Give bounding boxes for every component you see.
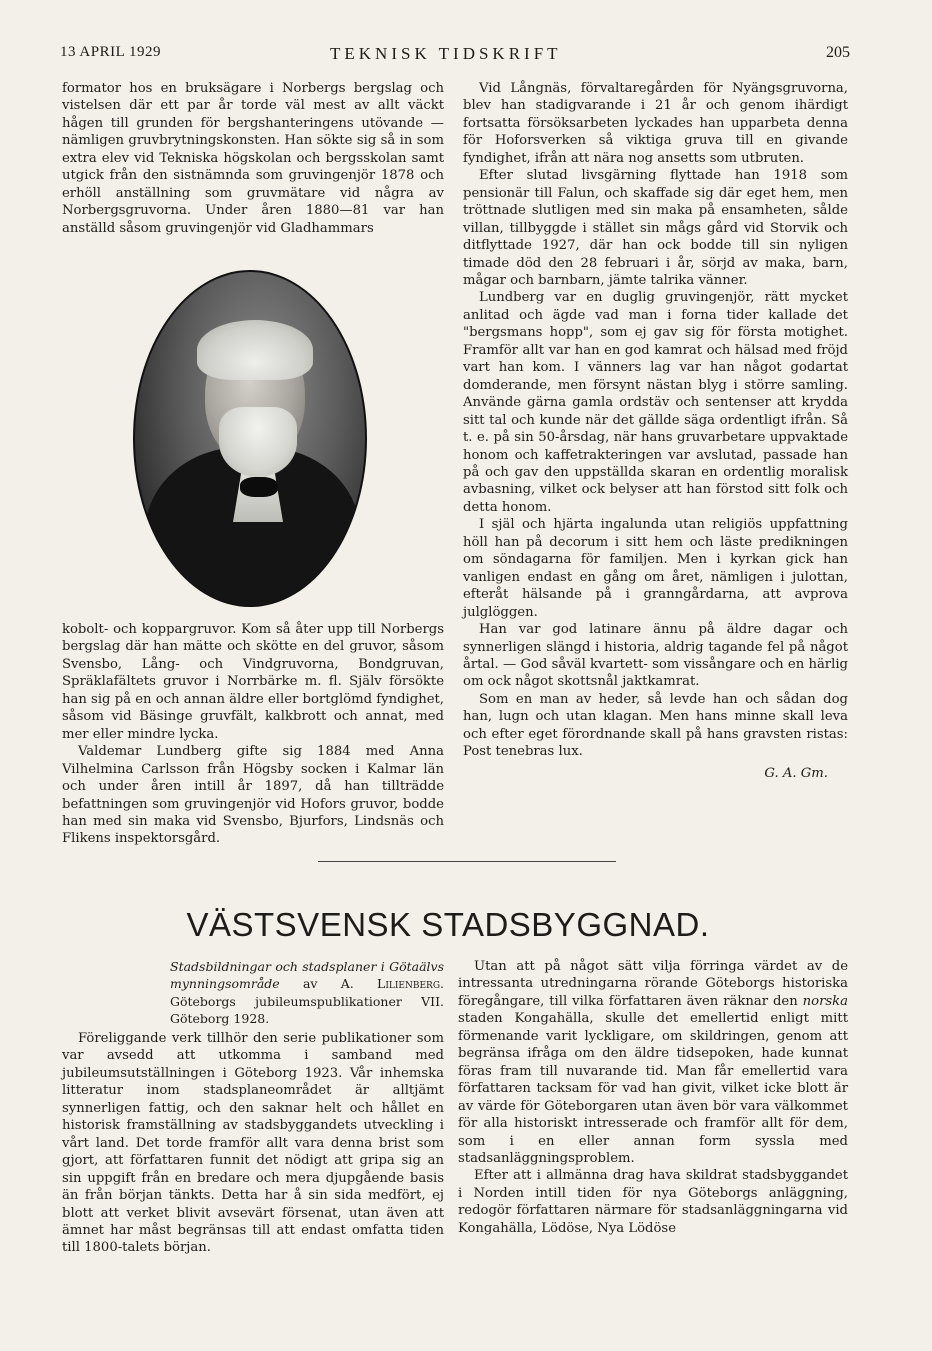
portrait-bowtie xyxy=(240,477,278,497)
paragraph: formator hos en bruksägare i Norbergs bergslag och vistelsen där ett par år torde väl mest av allt väckt hågen till grunden för bergshanteringens utövande — nämligen gruvbrytningskonsten. Han sökte sig så in som extra elev vid Tekniska högskolan och bergsskolan samt utgick från den sistnämnda som gruvingenjör 1878 och erhöll anställning som gruvmätare vid några av Norbergsgruvorna. Under åren 1880—81 var han anställd såsom gruvingenjör vid Gladhammars xyxy=(62,81,444,236)
obituary-column-right xyxy=(463,80,848,782)
author-signature: G. A. Gm. xyxy=(764,765,828,781)
review-column-left xyxy=(62,1030,444,1257)
paragraph: Vid Långnäs, förvaltaregården för Nyängsgruvorna, blev han stadigvarande i 21 år och genom ihärdigt fortsatta försöksarbeten lyckades han upparbeta denna för Hoforsverken så viktiga gruva till en givande fyndighet, ifrån att nära nog ansetts som utbruten. xyxy=(463,81,848,166)
paragraph: Efter slutad livsgärning flyttade han 1918 som pensionär till Falun, och skaffade sig där eget hem, men tröttnade slutligen med sin maka på ensamheten, sålde villan, tillbyggde i stället sin mågs gård vid Storvik och ditflyttade 1927, där han ock bodde till sin nyligen timade död den 28 februari i år, sörjd av maka, barn, mågar och barnbarn, jämte talrika vänner. xyxy=(463,168,848,288)
page-header xyxy=(60,44,850,66)
paragraph: I själ och hjärta ingalunda utan religiös uppfattning höll han på decorum i sitt hem och läste predikningen om söndagarna för familjen. Men i kyrkan gick han vanligen endast en gång om året, nämligen i julottan, efteråt hälsande på i granngårdarna, att avprova julglöggen. xyxy=(463,517,848,620)
emphasis: norska xyxy=(802,993,848,1009)
paragraph: Föreliggande verk tillhör den serie publikationer som var avsedd att utkomma i samband med jubileumsutställningen i Göteborg 1923. Vår inhemska litteratur inom stadsplaneområdet är alltjämt synnerligen fattig, och den saknar helt och hållet en historisk framställning av stadsbyggandets utveckling i vårt land. Det torde framför allt vara denna brist som gjort, att författaren funnit det nödigt att gripa sig an sin uppgift från en bredare och mera djupgående basis än från början tänkts. Detta har å sin sida medfört, ej blott att verket blivit avsevärt försenat, utan även att ämnet har måst begränsas till att endast omfatta tiden till 1800-talets början. xyxy=(62,1031,444,1256)
journal-title: TEKNISK TIDSKRIFT xyxy=(330,44,562,63)
review-column-right xyxy=(458,958,848,1237)
paragraph: Lundberg var en duglig gruvingenjör, rätt mycket anlitad och ägde vad man i forna tider kallade det "bergsmans hopp", som ej gav sig för första motighet. Framför allt var han en god kamrat och hälsad med fröjd vart han kom. I vänners lag var han något godartat domderande, men försynt nästan blyg i större samling. Använde gärna gamla ordstäv och sentenser att krydda sitt tal och kunde när det gällde säga ordentligt ifrån. Så t. e. på sin 50-årsdag, när hans gruvarbetare uppvaktade honom och kaffetrakteringen var avslutad, passade han på och gav den uppställda skaran en ordentlig moralisk avbasning, vilket ock belyser att han förstod sitt folk och detta honom. xyxy=(463,290,848,515)
paragraph: Efter att i allmänna drag hava skildrat stadsbyggandet i Norden intill tiden för nya Göteborgs anläggning, redogör författaren närmare för stadsanläggningarna vid Kongahälla, Lödöse, Nya Lödöse xyxy=(458,1168,848,1236)
page-number: 205 xyxy=(826,44,850,61)
paragraph: Han var god latinare ännu på äldre dagar och synnerligen slängd i historia, aldrig tagande fel på något årtal. — God såväl kvartett- som vissångare och en härlig om ock något skottsnål jaktkamrat. xyxy=(463,622,848,690)
obituary-column-left-top xyxy=(62,80,444,237)
paragraph: kobolt- och koppargruvor. Kom så åter upp till Norbergs bergslag där han mätte och skötte en del gruvor, såsom Svensbo, Lång- och Vindgruvorna, Bondgruvan, Spräklafältets gruvor i Norrbärke m. fl. Själv försökte han sig på en och annan äldre eller bortglömd fyndighet, såsom vid Bäsinge gruvfält, kalkbrott och annat, med mer eller mindre lycka. xyxy=(62,622,444,742)
paragraph xyxy=(458,958,848,1167)
book-reference xyxy=(170,958,444,1028)
paragraph: Som en man av heder, så levde han och sådan dog han, lugn och utan klagan. Men hans minne skall leva och efter eget förordnande skall på hans gravsten ristas: Post tenebras lux. xyxy=(463,691,848,760)
portrait-photo xyxy=(133,270,363,603)
text-run: Utan att på något sätt vilja förringa värdet av de intressanta utredningarna rörande Göteborgs historiska föregångare, till vilka författaren även räknar den xyxy=(458,959,848,1009)
book-author: A. Lilienberg. xyxy=(340,976,444,992)
section-divider xyxy=(318,861,616,862)
issue-date: 13 APRIL 1929 xyxy=(60,44,161,60)
obituary-column-left-bottom xyxy=(62,621,444,848)
portrait-beard xyxy=(219,407,297,477)
book-by: av xyxy=(302,976,318,992)
paragraph: Valdemar Lundberg gifte sig 1884 med Anna Vilhelmina Carlsson från Högsby socken i Kalmar län och under åren intill år 1897, då han tillträdde befattningen som gruvingenjör vid Hofors gruvor, bodde han med sin maka vid Svensbo, Bjurfors, Lindsnäs och Flikens inspektorsgård. xyxy=(62,744,444,847)
section-title: VÄSTSVENSK STADSBYGGNAD. xyxy=(186,906,710,943)
book-title: Stadsbildningar och stadsplaner i Götaälvs mynningsområde xyxy=(170,959,444,992)
portrait-hair xyxy=(197,320,313,380)
portrait-oval xyxy=(133,270,367,607)
text-run: staden Kongahälla, skulle det emellertid enligt mitt förmenande varit lyckligare, om skildringen, genom att begränsa ifråga om den äldre tidsepoken, hade kunnat föras fram till nuvarande tid. Man får emellertid vara författaren tacksam för vad han givit, vilket icke blott är av värde för Göteborgaren utan även bör vara välkommet för alla historiskt intresserade och framför allt för dem, som i en eller annan form syssla med stadsanläggningsproblem. xyxy=(458,1011,848,1166)
book-series: Göteborgs jubileumspublikationer VII. Göteborg 1928. xyxy=(170,993,444,1027)
